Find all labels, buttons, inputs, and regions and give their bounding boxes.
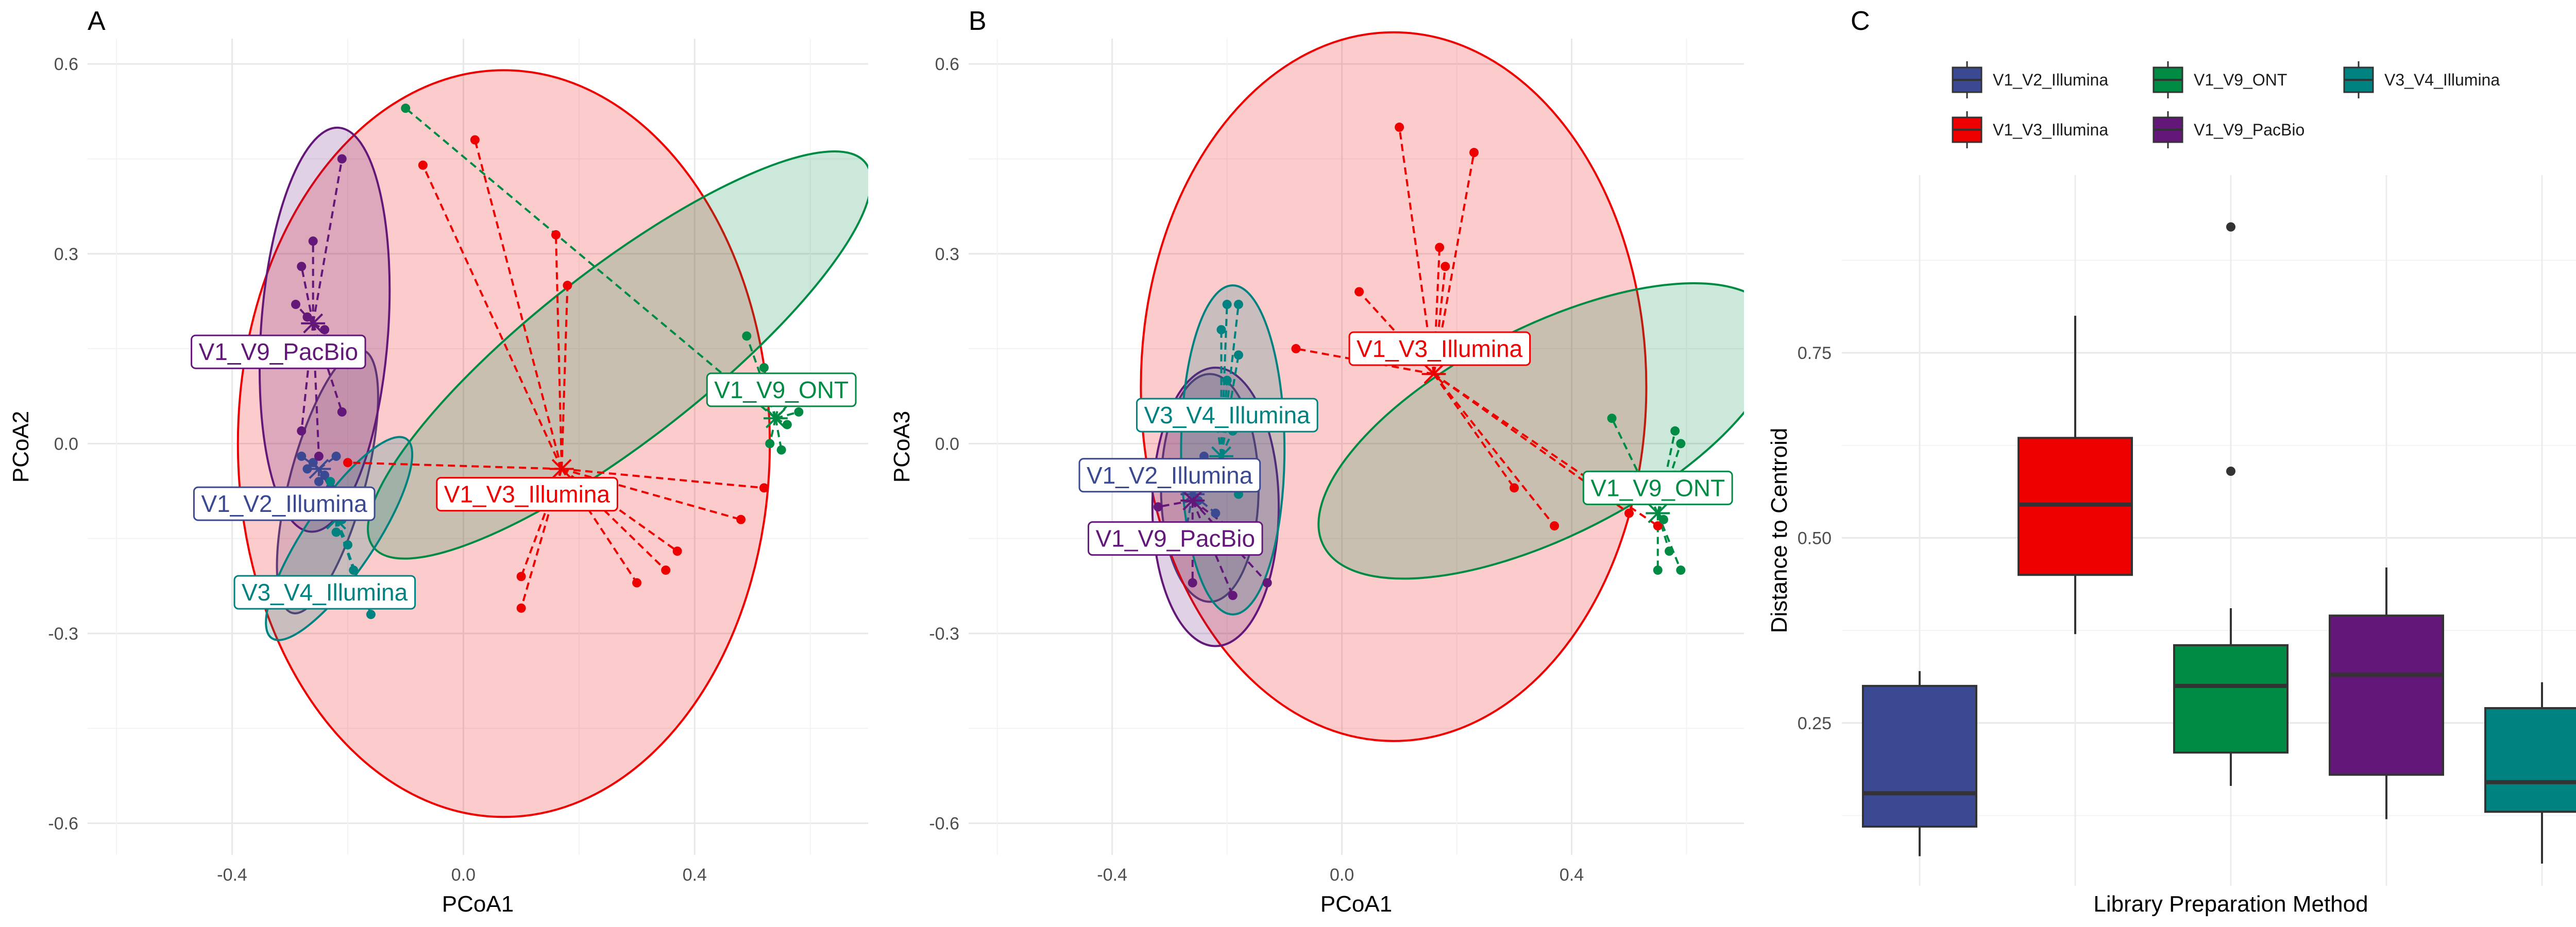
legend-label: V1_V3_Illumina bbox=[1993, 121, 2109, 139]
sample-point-v1-v3-illumina bbox=[632, 578, 641, 588]
outlier-point bbox=[2226, 222, 2235, 232]
sample-point-v1-v9-ont bbox=[1653, 565, 1663, 575]
y-tick-label: -0.3 bbox=[929, 624, 959, 644]
sample-point-v1-v3-illumina bbox=[1550, 521, 1559, 530]
panel-label: C bbox=[1851, 6, 1870, 36]
sample-point-v1-v9-pacbio bbox=[1228, 591, 1238, 600]
x-tick-label: -0.4 bbox=[1097, 865, 1128, 885]
y-axis-title: PCoA2 bbox=[8, 410, 33, 483]
sample-point-v1-v3-illumina bbox=[343, 458, 352, 467]
sample-point-v1-v9-ont bbox=[1676, 439, 1685, 448]
legend-label: V1_V9_PacBio bbox=[2194, 121, 2305, 139]
sample-point-v3-v4-illumina bbox=[366, 610, 376, 619]
sample-point-v1-v9-pacbio bbox=[1263, 578, 1272, 588]
y-tick-label: -0.6 bbox=[929, 814, 959, 834]
sample-point-v1-v3-illumina bbox=[1291, 344, 1300, 353]
group-label-text: V1_V9_PacBio bbox=[198, 338, 359, 366]
y-tick-label: 0.25 bbox=[1797, 713, 1832, 733]
sample-point-v1-v3-illumina bbox=[673, 546, 682, 556]
sample-point-v1-v2-illumina bbox=[1211, 509, 1220, 518]
group-label-text: V1_V9_ONT bbox=[714, 376, 849, 403]
legend-label: V1_V9_ONT bbox=[2194, 71, 2287, 89]
outlier-point bbox=[2226, 467, 2235, 476]
sample-point-v1-v2-illumina bbox=[314, 477, 324, 486]
sample-point-v3-v4-illumina bbox=[326, 477, 335, 486]
sample-point-v1-v9-ont bbox=[1676, 565, 1685, 575]
group-label-text: V3_V4_Illumina bbox=[242, 579, 408, 606]
box-iqr bbox=[2330, 615, 2443, 775]
y-tick-label: 0.3 bbox=[54, 244, 78, 264]
group-label-text: V3_V4_Illumina bbox=[1144, 402, 1310, 429]
sample-point-v1-v3-illumina bbox=[1435, 243, 1444, 252]
legend-label: V1_V2_Illumina bbox=[1993, 71, 2109, 89]
x-tick-label: 0.0 bbox=[1329, 865, 1354, 885]
sample-point-v1-v3-illumina bbox=[517, 572, 526, 581]
y-tick-label: 0.3 bbox=[935, 244, 959, 264]
y-tick-label: -0.6 bbox=[48, 814, 78, 834]
group-label-v1-v3-illumina bbox=[1349, 332, 1530, 365]
sample-point-v1-v3-illumina bbox=[736, 515, 745, 524]
sample-point-v1-v3-illumina bbox=[661, 565, 670, 575]
panel-b-pcoa1-vs-pcoa3 bbox=[889, 6, 1821, 917]
boxplot-v3-v4-illumina bbox=[2485, 682, 2576, 864]
group-label-v1-v2-illumina bbox=[1079, 459, 1260, 492]
y-tick-label: -0.3 bbox=[48, 624, 78, 644]
sample-point-v3-v4-illumina bbox=[1223, 375, 1232, 385]
box-iqr bbox=[2485, 708, 2576, 812]
confidence-ellipse-v3-v4-illumina bbox=[1181, 285, 1284, 614]
sample-point-v1-v9-ont bbox=[777, 445, 786, 455]
sample-point-v1-v9-ont bbox=[1607, 414, 1617, 423]
group-label-v1-v9-ont bbox=[707, 373, 856, 406]
panel-a-pcoa1-vs-pcoa2 bbox=[8, 6, 918, 917]
sample-point-v1-v9-ont bbox=[759, 363, 769, 372]
group-label-text: V1_V3_Illumina bbox=[1357, 335, 1523, 363]
sample-point-v1-v3-illumina bbox=[563, 281, 572, 290]
sample-point-v3-v4-illumina bbox=[349, 565, 358, 575]
legend-item-v3-v4-illumina bbox=[2344, 61, 2500, 98]
group-label-text: V1_V2_Illumina bbox=[1087, 461, 1253, 489]
sample-point-v1-v9-pacbio bbox=[314, 452, 324, 461]
sample-point-v3-v4-illumina bbox=[343, 540, 352, 550]
y-axis-title: Distance to Centroid bbox=[1767, 427, 1792, 633]
y-axis-title: PCoA3 bbox=[889, 410, 914, 483]
sample-point-v1-v9-pacbio bbox=[291, 300, 300, 309]
group-label-v1-v9-pacbio bbox=[1089, 522, 1262, 555]
box-iqr bbox=[2174, 645, 2287, 752]
sample-point-v1-v9-pacbio bbox=[309, 236, 318, 246]
legend-item-v1-v3-illumina bbox=[1953, 111, 2108, 148]
sample-point-v1-v2-illumina bbox=[332, 452, 341, 461]
panel-c-distance-boxplot bbox=[1767, 6, 2576, 917]
sample-point-v1-v3-illumina bbox=[1395, 123, 1404, 132]
boxplot-v1-v3-illumina bbox=[2019, 316, 2132, 634]
y-tick-label: 0.6 bbox=[54, 55, 78, 75]
y-tick-label: 0.75 bbox=[1797, 344, 1832, 363]
sample-point-v1-v3-illumina bbox=[1510, 483, 1519, 492]
sample-point-v1-v3-illumina bbox=[470, 135, 480, 145]
sample-point-v1-v3-illumina bbox=[551, 230, 561, 239]
box-iqr bbox=[1863, 686, 1976, 827]
y-tick-label: 0.6 bbox=[935, 55, 959, 75]
sample-point-v1-v9-pacbio bbox=[297, 426, 306, 436]
legend-item-v1-v9-ont bbox=[2154, 61, 2287, 98]
boxplot-v1-v9-pacbio bbox=[2330, 568, 2443, 819]
x-axis-title: Library Preparation Method bbox=[2093, 891, 2368, 917]
sample-point-v1-v9-pacbio bbox=[337, 154, 347, 163]
sample-point-v1-v2-illumina bbox=[297, 452, 306, 461]
sample-point-v1-v3-illumina bbox=[1354, 287, 1364, 296]
panel-label: B bbox=[969, 6, 987, 36]
sample-point-v3-v4-illumina bbox=[1234, 300, 1243, 309]
sample-point-v1-v9-ont bbox=[765, 439, 774, 448]
x-tick-label: 0.0 bbox=[451, 865, 476, 885]
group-label-v1-v9-ont bbox=[1583, 471, 1732, 504]
sample-point-v1-v9-pacbio bbox=[337, 407, 347, 417]
group-label-v3-v4-illumina bbox=[234, 576, 415, 609]
group-label-text: V1_V9_PacBio bbox=[1095, 525, 1256, 552]
legend bbox=[1953, 61, 2500, 148]
group-label-v1-v3-illumina bbox=[437, 478, 618, 511]
group-label-text: V1_V3_Illumina bbox=[444, 480, 610, 508]
sample-point-v1-v9-ont bbox=[742, 331, 751, 340]
x-tick-label: 0.4 bbox=[682, 865, 707, 885]
sample-point-v1-v9-pacbio bbox=[297, 262, 306, 271]
sample-point-v3-v4-illumina bbox=[332, 527, 341, 537]
sample-point-v1-v3-illumina bbox=[418, 161, 428, 170]
sample-point-v3-v4-illumina bbox=[1234, 350, 1243, 359]
sample-point-v1-v9-ont bbox=[794, 407, 803, 417]
y-tick-label: 0.50 bbox=[1797, 528, 1832, 548]
group-label-v3-v4-illumina bbox=[1137, 399, 1318, 432]
y-tick-label: 0.0 bbox=[935, 434, 959, 454]
y-tick-label: 0.0 bbox=[54, 434, 78, 454]
x-tick-label: 0.4 bbox=[1559, 865, 1584, 885]
x-axis-title: PCoA1 bbox=[442, 891, 514, 917]
sample-point-v3-v4-illumina bbox=[1217, 325, 1226, 334]
panel-label: A bbox=[88, 6, 106, 36]
plot-area bbox=[1141, 32, 1821, 741]
group-label-text: V1_V9_ONT bbox=[1590, 474, 1725, 502]
sample-point-v1-v3-illumina bbox=[1440, 262, 1450, 271]
group-label-v1-v2-illumina bbox=[194, 487, 375, 520]
x-tick-label: -0.4 bbox=[217, 865, 247, 885]
sample-point-v1-v9-ont bbox=[1670, 426, 1680, 436]
group-label-text: V1_V2_Illumina bbox=[201, 490, 367, 518]
x-axis-title: PCoA1 bbox=[1320, 891, 1393, 917]
sample-point-v1-v3-illumina bbox=[1469, 148, 1479, 157]
sample-point-v1-v3-illumina bbox=[517, 604, 526, 613]
boxplot-v1-v2-illumina bbox=[1863, 671, 1976, 856]
sample-point-v1-v9-pacbio bbox=[1188, 578, 1197, 588]
sample-point-v1-v3-illumina bbox=[1624, 509, 1634, 518]
sample-point-v1-v9-ont bbox=[1665, 546, 1674, 556]
sample-point-v3-v4-illumina bbox=[1223, 300, 1232, 309]
sample-point-v1-v9-pacbio bbox=[1154, 502, 1163, 511]
legend-item-v1-v9-pacbio bbox=[2154, 111, 2304, 148]
legend-label: V3_V4_Illumina bbox=[2384, 71, 2500, 89]
sample-point-v1-v9-ont bbox=[401, 104, 410, 113]
group-label-v1-v9-pacbio bbox=[192, 335, 365, 368]
sample-point-v1-v3-illumina bbox=[759, 483, 769, 492]
legend-item-v1-v2-illumina bbox=[1953, 61, 2108, 98]
